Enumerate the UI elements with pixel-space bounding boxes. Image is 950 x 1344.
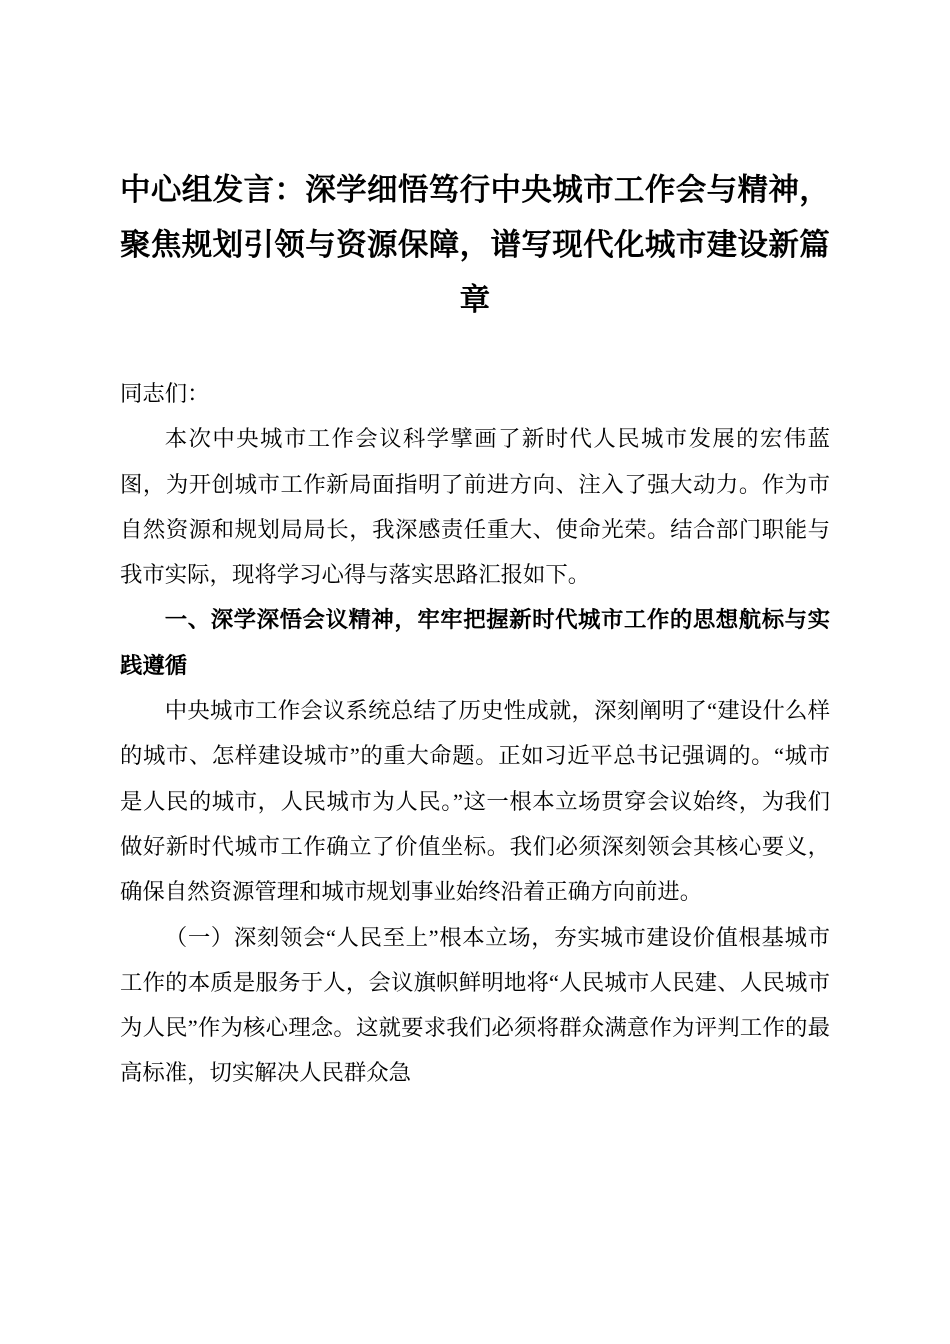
paragraph-subsection-1: （一）深刻领会“人民至上”根本立场，夯实城市建设价值根基城市工作的本质是服务于人，会议旗帜鲜明地将“人民城市人民建、人民城市为人民”作为核心理念。这就要求我们必须将群众满意作为评判工作的最高标准，切实解决人民群众急 <box>120 924 830 1086</box>
document-title: 中心组发言：深学细悟笃行中央城市工作会与精神，聚焦规划引领与资源保障，谱写现代化城市建设新篇章 <box>120 173 830 317</box>
paragraph-section1-body: 中央城市工作会议系统总结了历史性成就，深刻阐明了“建设什么样的城市、怎样建设城市”的重大命题。正如习近平总书记强调的。“城市是人民的城市，人民城市为人民。”这一根本立场贯穿会议始终，为我们做好新时代城市工作确立了价值坐标。我们必须深刻领会其核心要义，确保自然资源管理和城市规划事业始终沿着正确方向前进。 <box>120 698 830 905</box>
page-content <box>120 0 830 1096</box>
section-heading-1: 一、深学深悟会议精神，牢牢把握新时代城市工作的思想航标与实践遵循 <box>120 607 830 678</box>
paragraph-intro: 本次中央城市工作会议科学擘画了新时代人民城市发展的宏伟蓝图，为开创城市工作新局面指明了前进方向、注入了强大动力。作为市自然资源和规划局局长，我深感责任重大、使命光荣。结合部门职能与我市实际，现将学习心得与落实思路汇报如下。 <box>120 426 830 588</box>
document-body <box>120 371 830 1096</box>
salutation: 同志们： <box>120 381 210 406</box>
